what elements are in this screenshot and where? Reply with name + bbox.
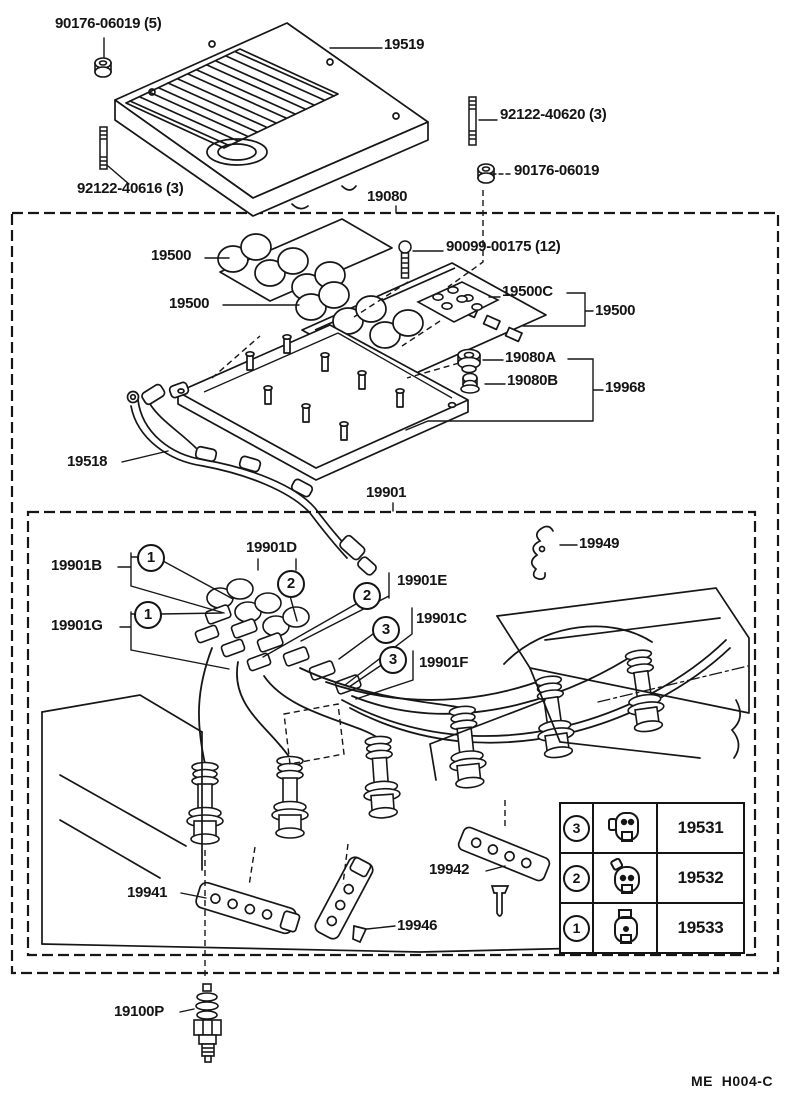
coil-bolt-icon xyxy=(399,241,411,278)
legend-part-2: 19532 xyxy=(677,868,724,887)
engine-block-art xyxy=(42,695,588,952)
legend-callout-1: 1 xyxy=(563,915,590,942)
nut-top-icon xyxy=(95,58,111,77)
part-label-wire-d: 19901D xyxy=(246,539,297,556)
part-label-wire-c: 19901C xyxy=(416,610,467,627)
part-label-coil-gasket: 19500C xyxy=(502,283,553,300)
part-label-assembly-box: 19080 xyxy=(367,188,408,205)
legend-callout-3: 3 xyxy=(563,815,590,842)
part-label-wire-box: 19901 xyxy=(366,484,407,501)
part-label-engine-cover: 19519 xyxy=(384,36,425,53)
callout-circle-3a: 3 xyxy=(372,616,400,644)
part-label-clamp-3: 19946 xyxy=(397,917,438,934)
part-label-bracket: 19968 xyxy=(605,379,646,396)
part-label-wire-b: 19901B xyxy=(51,557,102,574)
legend-row-1 xyxy=(561,902,743,952)
connector-2pin-icon xyxy=(606,858,644,898)
part-label-clamp-s: 19949 xyxy=(579,535,620,552)
part-label-coil-bolt: 90099-00175 (12) xyxy=(446,238,561,255)
part-label-nut-top: 90176-06019 (5) xyxy=(55,15,162,32)
legend-callout-2: 2 xyxy=(563,865,590,892)
part-label-stud-right: 92122-40620 (3) xyxy=(500,106,607,123)
clamp-19946-art xyxy=(313,855,375,942)
part-label-sub-harness: 19518 xyxy=(67,453,108,470)
stud-right-icon xyxy=(469,97,476,145)
part-label-coil-group: 19500 xyxy=(595,302,636,319)
clamp-19942-art xyxy=(457,826,551,916)
part-label-grommet: 19080A xyxy=(505,349,556,366)
part-label-nut-right: 90176-06019 xyxy=(514,162,600,179)
connector-1pin-icon xyxy=(606,908,644,948)
callout-circle-3b: 3 xyxy=(379,646,407,674)
connector-3pin-icon xyxy=(606,808,644,848)
callout-circle-1b: 1 xyxy=(134,601,162,629)
page-code: ME H004-C xyxy=(691,1073,774,1089)
part-label-coil-upper: 19500 xyxy=(151,247,192,264)
stud-left-icon xyxy=(100,127,107,169)
part-label-clamp-2: 19942 xyxy=(429,861,470,878)
part-label-clamp-1: 19941 xyxy=(127,884,168,901)
part-label-stud-left: 92122-40616 (3) xyxy=(77,180,184,197)
plug-wire-cluster-art xyxy=(195,579,362,695)
part-label-spark-plug: 19100P xyxy=(114,1003,164,1020)
part-label-wire-e: 19901E xyxy=(397,572,447,589)
clamp-19941-art xyxy=(194,881,301,936)
clamp-19949-art xyxy=(532,527,553,580)
part-label-nut-small: 19080B xyxy=(507,372,558,389)
connector-legend-table xyxy=(559,802,745,954)
legend-row-3 xyxy=(561,804,743,852)
small-nut-icon xyxy=(461,374,479,394)
spark-plug-art xyxy=(194,984,221,1062)
grommet-icon xyxy=(458,350,480,373)
part-label-wire-g: 19901G xyxy=(51,617,103,634)
legend-part-3: 19531 xyxy=(677,818,724,837)
legend-row-2 xyxy=(561,852,743,902)
part-label-wire-f: 19901F xyxy=(419,654,469,671)
legend-part-1: 19533 xyxy=(677,918,724,937)
callout-circle-2b: 2 xyxy=(353,582,381,610)
part-label-coil-lower: 19500 xyxy=(169,295,210,312)
callout-circle-2a: 2 xyxy=(277,570,305,598)
callout-circle-1a: 1 xyxy=(137,544,165,572)
ignition-coil-upper-art xyxy=(218,219,392,301)
